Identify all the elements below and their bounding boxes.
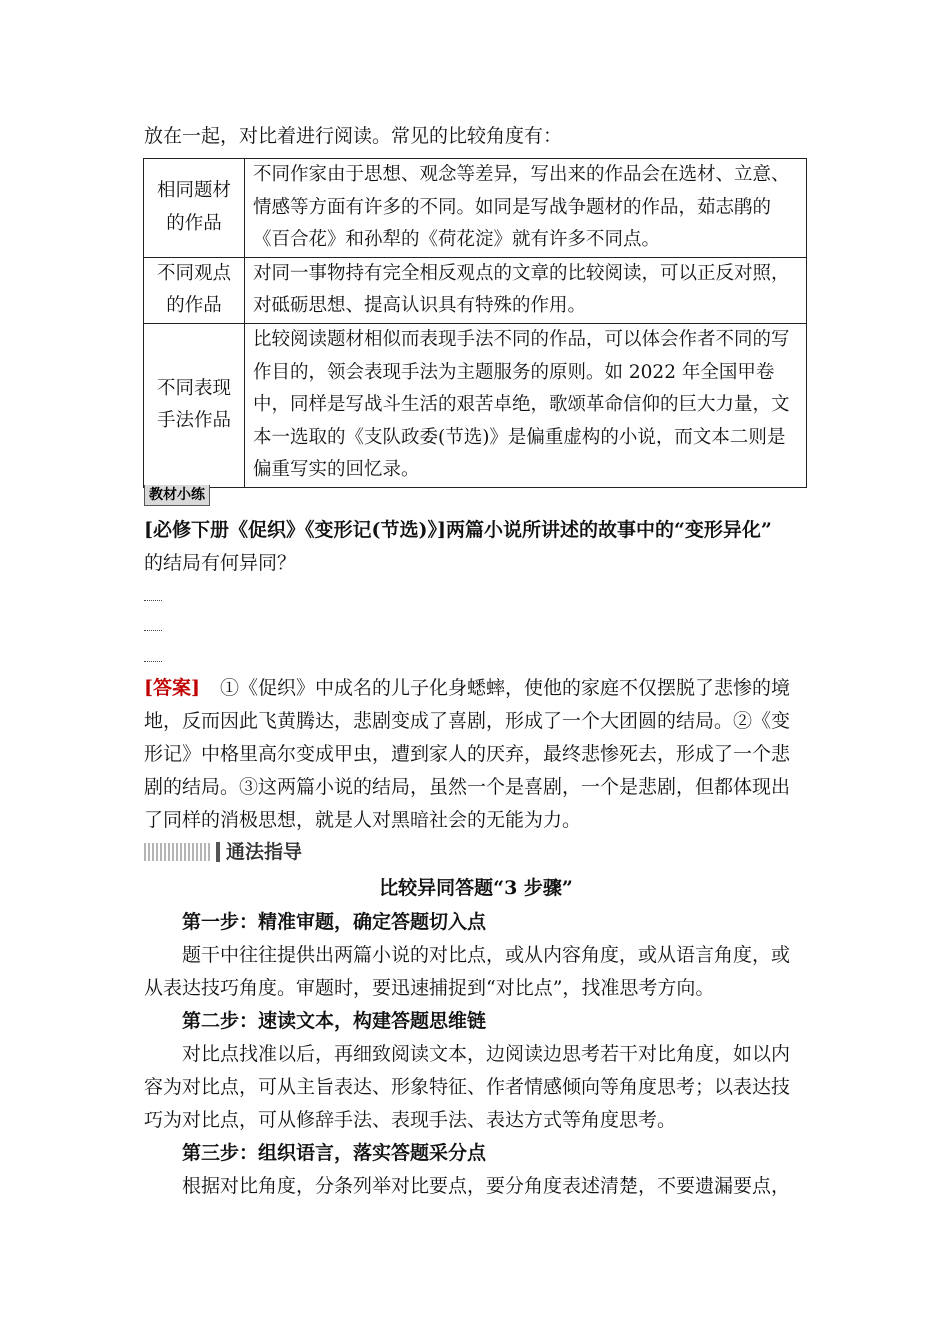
answer-line: 形记》中格里高尔变成甲虫，遭到家人的厌弃，最终悲惨死去，形成了一个悲 [144,743,791,765]
row-label: 相同题材的作品 [144,159,245,258]
answer-blank-line [144,659,162,662]
answer-line: 剧的结局。③这两篇小说的结局，虽然一个是喜剧，一个是悲剧，但都体现出 [144,776,791,798]
answer-blank-line [144,628,162,631]
answer-line [144,676,808,700]
comparison-table [143,158,807,488]
step2-line: 巧为对比点，可从修辞手法、表现手法、表达方式等角度思考。 [144,1109,677,1131]
step2-title: 第二步：速读文本，构建答题思维链 [182,1010,487,1032]
stripes-decoration-icon [144,843,212,861]
practice-question-line [144,518,808,542]
step3-line: 根据对比角度，分条列举对比要点，要分角度表述清楚，不要遗漏要点， [182,1175,791,1197]
intro-line: 放在一起，对比着进行阅读。常见的比较角度有： [144,125,563,147]
table-row [144,323,807,487]
answer-blank-line [144,598,162,601]
answer-label: [答案] [144,677,200,699]
step2-line: 对比点找准以后，再细致阅读文本，边阅读边思考若干对比角度，如以内 [182,1043,791,1065]
table-row [144,257,807,323]
bar-decoration-icon [216,842,220,862]
step1-title: 第一步：精准审题，确定答题切入点 [182,911,487,933]
step1-line: 从表达技巧角度。审题时，要迅速捕捉到“对比点”，找准思考方向。 [144,977,715,999]
guide-header-title: 通法指导 [226,841,303,863]
answer-line: 了同样的消极思想，就是人对黑暗社会的无能为力。 [144,809,582,831]
answer-line: 地，反而因此飞黄腾达，悲剧变成了喜剧，形成了一个大团圆的结局。②《变 [144,710,791,732]
answer-text: ①《促织》中成名的儿子化身蟋蟀，使他的家庭不仅摆脱了悲惨的境 [219,677,790,699]
row-description: 比较阅读题材相似而表现手法不同的作品，可以体会作者不同的写作目的，领会表现手法为主题服务的原则。如 2022 年全国甲卷中，同样是写战斗生活的艰苦卓绝，歌颂革命信仰的巨大力量，文本一选取的《支队政委(节选)》是偏重虚构的小说，而文本二则是偏重写实的回忆录。 [245,323,807,487]
guide-title: 比较异同答题“3 步骤” [379,877,573,899]
practice-question-line: 的结局有何异同？ [144,552,297,574]
step1-line: 题干中往往提供出两篇小说的对比点，或从内容角度，或从语言角度，或 [182,944,791,966]
step2-line: 容为对比点，可从主旨表达、形象特征、作者情感倾向等角度思考；以表达技 [144,1076,791,1098]
table-row [144,159,807,258]
row-label: 不同表现手法作品 [144,323,245,487]
row-description: 对同一事物持有完全相反观点的文章的比较阅读，可以正反对照，对砥砺思想、提高认识具有特殊的作用。 [245,257,807,323]
practice-tag: 教材小练 [144,485,210,506]
guide-section-header [144,840,302,864]
row-label: 不同观点的作品 [144,257,245,323]
row-description: 不同作家由于思想、观念等差异，写出来的作品会在选材、立意、情感等方面有许多的不同。如同是写战争题材的作品，茹志鹃的《百合花》和孙犁的《荷花淀》就有许多不同点。 [245,159,807,258]
step3-title: 第三步：组织语言，落实答题采分点 [182,1142,487,1164]
practice-question-text: [必修下册《促织》《变形记(节选)》]两篇小说所讲述的故事中的“变形异化” [144,519,772,541]
